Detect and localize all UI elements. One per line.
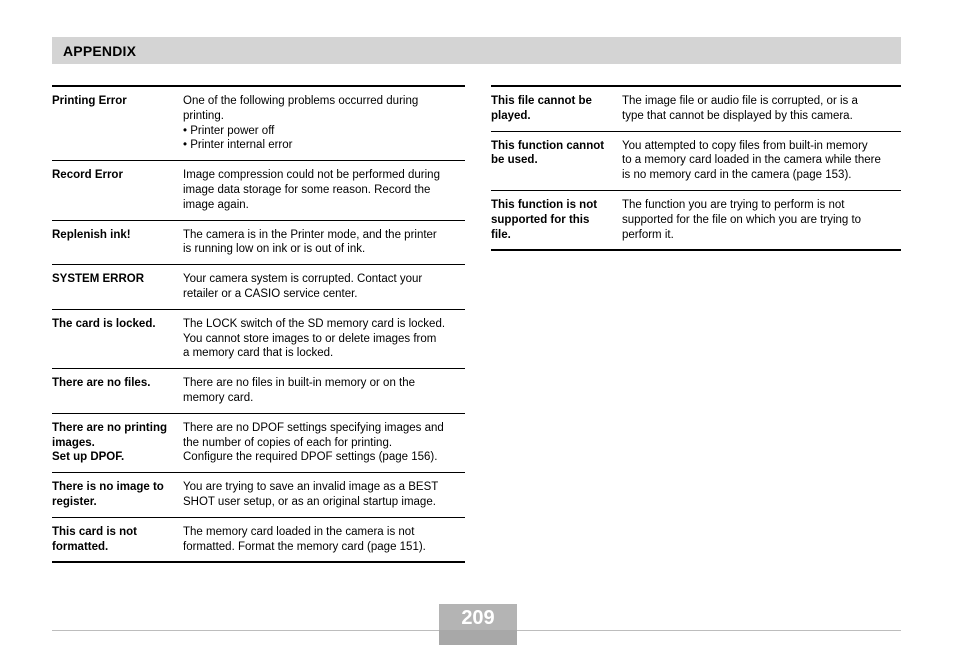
error-term: Replenish ink! [52, 228, 131, 241]
table-row [52, 414, 465, 473]
error-description: The function you are trying to perform is not supported for the file on which you are trying to perform it. [622, 198, 862, 241]
page-number-box [439, 604, 517, 645]
error-description: There are no files in built-in memory or on the memory card. [183, 377, 416, 404]
error-message-table-left [52, 85, 465, 563]
table-row [52, 518, 465, 564]
error-description: You attempted to copy files from built-in memory to a memory card loaded in the camera while there is no memory card in the camera (page 153). [622, 139, 881, 182]
table-row [52, 310, 465, 369]
error-message-table-right [491, 85, 901, 251]
error-description: You are trying to save an invalid image as a BEST SHOT user setup, or as an original startup image. [183, 481, 439, 508]
table-row [52, 265, 465, 310]
error-term: There is no image to register. [52, 481, 164, 508]
error-description: One of the following problems occurred during printing. • Printer power off • Printer internal error [183, 95, 419, 152]
error-term: There are no files. [52, 377, 151, 390]
error-term: Printing Error [52, 95, 127, 107]
page-number: 209 [461, 607, 495, 629]
error-term: Record Error [52, 169, 123, 182]
error-description: Your camera system is corrupted. Contact your retailer or a CASIO service center. [183, 273, 423, 300]
table-row [52, 473, 465, 518]
table-row [52, 161, 465, 220]
table-row [491, 87, 901, 132]
error-term: This function cannot be used. [491, 139, 605, 167]
error-term: SYSTEM ERROR [52, 273, 145, 286]
table-row [491, 132, 901, 191]
error-description: The camera is in the Printer mode, and the printer is running low on ink or is out of ink. [183, 228, 437, 256]
error-description: There are no DPOF settings specifying images and the number of copies of each for printing. Configure the required DPOF settings (page 156). [183, 421, 444, 464]
error-description: Image compression could not be performed during image data storage for some reason. Record the image again. [183, 169, 440, 211]
table-row [52, 87, 465, 161]
error-description: The memory card loaded in the camera is not formatted. Format the memory card (page 151). [183, 525, 426, 553]
section-title: APPENDIX [63, 43, 137, 59]
error-description: The LOCK switch of the SD memory card is locked. You cannot store images to or delete images from a memory card that is locked. [183, 317, 446, 360]
table-row [52, 221, 465, 266]
table-row [52, 369, 465, 414]
error-description: The image file or audio file is corrupted, or is a type that cannot be displayed by this camera. [622, 95, 858, 122]
error-term: This card is not formatted. [52, 525, 137, 553]
error-term: This file cannot be played. [491, 95, 592, 122]
table-row [491, 191, 901, 251]
error-term: There are no printing images. Set up DPOF. [52, 421, 168, 464]
section-header-bar [52, 37, 901, 64]
error-term: This function is not supported for this file. [491, 198, 598, 241]
error-term: The card is locked. [52, 317, 156, 330]
